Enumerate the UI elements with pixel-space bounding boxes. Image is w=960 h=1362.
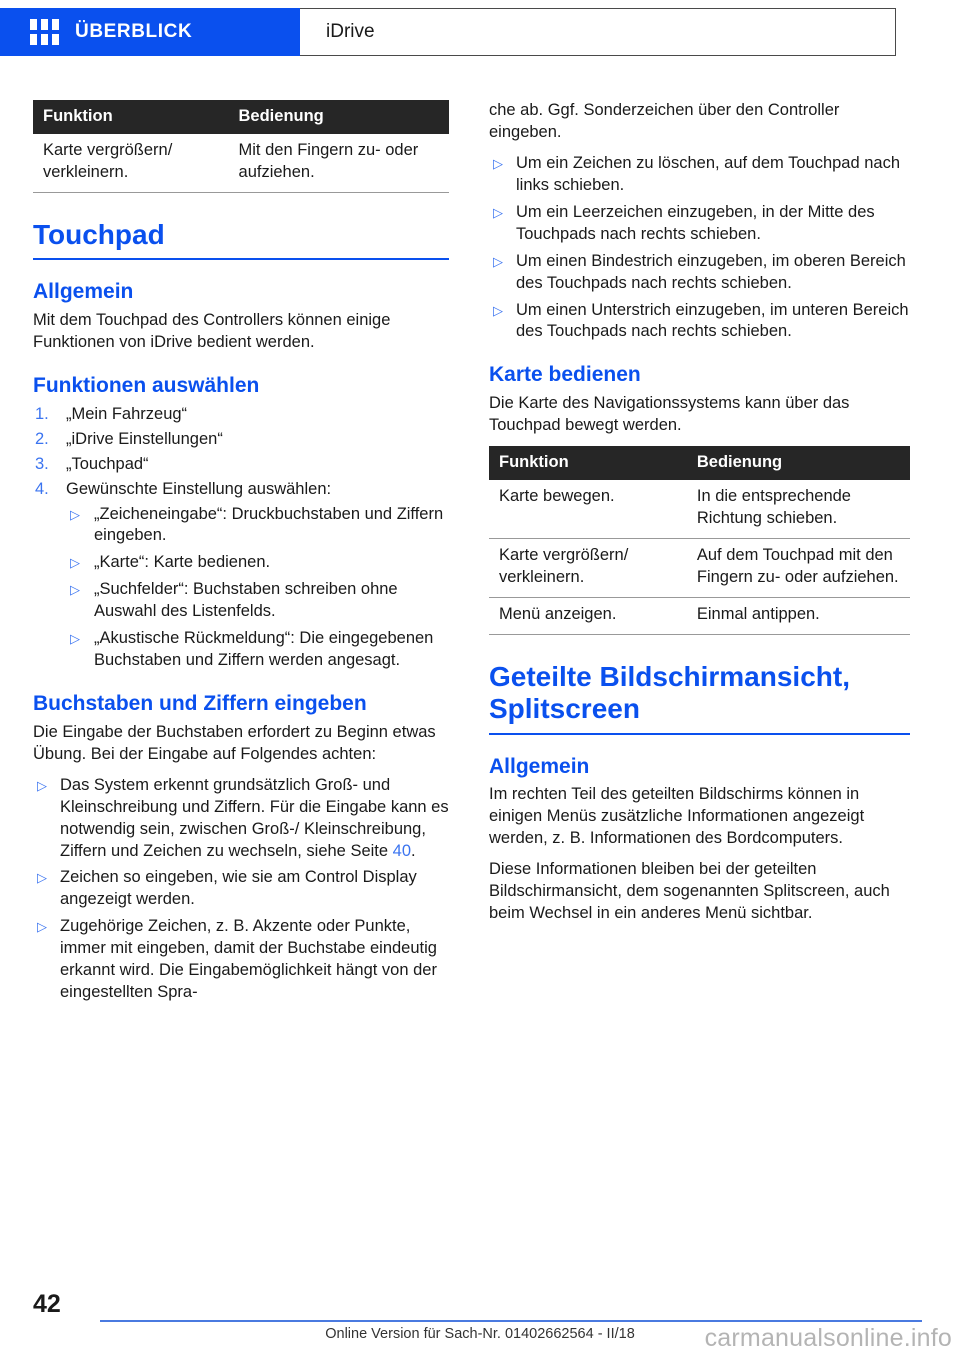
list-item	[33, 867, 449, 911]
triangle-bullet-icon: ▷	[37, 919, 47, 935]
list-item	[66, 628, 449, 672]
step-text: „Touchpad“	[66, 454, 149, 473]
table-header-funktion: Funktion	[33, 100, 229, 134]
buchstaben-bullet-list	[33, 775, 449, 1004]
right-column	[489, 100, 910, 1009]
triangle-bullet-icon: ▷	[70, 506, 80, 522]
page-reference-link[interactable]: 40	[392, 841, 411, 860]
table-cell-bedienung: Einmal antippen.	[687, 597, 910, 634]
bullet-text: Um einen Bindestrich einzugeben, im oberen Bereich des Touchpads nach rechts schieben.	[516, 251, 906, 292]
table-cell-bedienung: Auf dem Touchpad mit den Fingern zu- oder aufziehen.	[687, 538, 910, 597]
steps-list	[33, 404, 449, 501]
section-title-splitscreen: Geteilte Bildschirmansicht, Splitscreen	[489, 661, 910, 735]
bullet-text: Zugehörige Zeichen, z. B. Akzente oder Punkte, immer mit eingeben, damit der Buchstabe eindeutig erkannt wird. Die Eingabemöglichkeit hängt von der eingestellten Spra-	[60, 917, 437, 1002]
watermark: carmanualsonline.info	[704, 1324, 952, 1352]
paragraph-continued: che ab. Ggf. Sonderzeichen über den Controller eingeben.	[489, 101, 840, 141]
footer-divider	[100, 1320, 922, 1322]
paragraph-splitscreen-1: Im rechten Teil des geteilten Bildschirms können in einigen Menüs zusätzliche Informationen angezeigt werden, z. B. Informationen des Bordcomputers.	[489, 785, 865, 848]
section-title-touchpad: Touchpad	[33, 219, 449, 260]
list-item	[489, 202, 910, 246]
triangle-bullet-icon: ▷	[70, 555, 80, 571]
table-header-funktion: Funktion	[489, 446, 687, 480]
list-item	[33, 775, 449, 863]
step-text: Gewünschte Einstellung auswählen:	[66, 479, 332, 498]
paragraph-karte-bedienen: Die Karte des Navigationssystems kann über das Touchpad bewegt werden.	[489, 394, 850, 435]
heading-karte-bedienen: Karte bedienen	[489, 363, 641, 387]
list-item	[489, 300, 910, 344]
bullet-text: Zeichen so eingeben, wie sie am Control Display angezeigt werden.	[60, 868, 417, 909]
karte-functions-table	[489, 446, 910, 635]
triangle-bullet-icon: ▷	[37, 870, 47, 886]
list-item	[33, 429, 449, 451]
table-header-bedienung: Bedienung	[687, 446, 910, 480]
list-item	[66, 579, 449, 623]
list-item	[33, 479, 449, 501]
paragraph-allgemein: Mit dem Touchpad des Controllers können einige Funktionen von iDrive bedient werden.	[33, 311, 391, 352]
paragraph-splitscreen-2: Diese Informationen bleiben bei der geteilten Bildschirmansicht, dem sogenannten Splitscreen, auch beim Wechsel in ein anderes Menü sichtbar.	[489, 860, 890, 923]
triangle-bullet-icon: ▷	[493, 253, 503, 269]
heading-funktionen-auswaehlen: Funktionen auswählen	[33, 373, 260, 397]
step-number: 1.	[35, 404, 49, 423]
list-item	[33, 404, 449, 426]
table-cell-bedienung: In die entsprechende Richtung schieben.	[687, 480, 910, 538]
bullet-text: Um einen Unterstrich einzugeben, im unteren Bereich des Touchpads nach rechts schieben.	[516, 300, 909, 341]
step-text: „iDrive Einstellungen“	[66, 429, 223, 448]
page-footer	[0, 1272, 960, 1362]
heading-allgemein: Allgemein	[33, 280, 134, 304]
step-text: „Mein Fahrzeug“	[66, 404, 188, 423]
paragraph-buchstaben: Die Eingabe der Buchstaben erfordert zu Beginn etwas Übung. Bei der Eingabe auf Folgendes achten:	[33, 722, 436, 763]
table-cell-funktion: Menü anzeigen.	[489, 597, 687, 634]
list-item	[33, 916, 449, 1004]
bullet-text: „Karte“: Karte bedienen.	[94, 553, 271, 572]
table-row	[489, 480, 910, 538]
tab-overview[interactable]	[0, 8, 300, 56]
footer-note: Online Version für Sach-Nr. 01402662564 - II/18	[325, 1326, 635, 1342]
table-cell-bedienung: Mit den Fingern zu- oder aufziehen.	[229, 134, 449, 192]
page-number: 42	[33, 1290, 61, 1318]
table-row	[489, 538, 910, 597]
content-columns	[0, 100, 960, 1009]
page-header	[0, 8, 960, 56]
bullet-text: Um ein Leerzeichen einzugeben, in der Mitte des Touchpads nach rechts schieben.	[516, 202, 875, 243]
touchpad-functions-table	[33, 100, 449, 193]
bullet-text: Um ein Zeichen zu löschen, auf dem Touchpad nach links schieben.	[516, 153, 901, 194]
table-row	[33, 134, 449, 192]
table-cell-funktion: Karte vergrößern/ verkleinern.	[33, 134, 229, 192]
tab-idrive[interactable]	[300, 8, 896, 56]
triangle-bullet-icon: ▷	[493, 155, 503, 171]
table-header-row	[489, 446, 910, 480]
touchpad-gestures-bullet-list	[489, 153, 910, 344]
step-number: 4.	[35, 479, 49, 498]
list-item	[66, 504, 449, 548]
triangle-bullet-icon: ▷	[493, 204, 503, 220]
table-header-row	[33, 100, 449, 134]
list-item	[489, 153, 910, 197]
triangle-bullet-icon: ▷	[493, 302, 503, 318]
heading-splitscreen-allgemein: Allgemein	[489, 754, 590, 778]
list-item	[33, 454, 449, 476]
bullet-text: „Zeicheneingabe“: Druckbuchstaben und Ziffern eingeben.	[94, 504, 444, 545]
step-number: 3.	[35, 454, 49, 473]
bullet-text-tail: .	[411, 841, 416, 860]
table-row	[489, 597, 910, 634]
bullet-text: „Akustische Rückmeldung“: Die eingegebenen Buchstaben und Ziffern werden angesagt.	[94, 629, 434, 670]
left-column	[33, 100, 449, 1009]
triangle-bullet-icon: ▷	[70, 582, 80, 598]
settings-bullet-list	[66, 504, 449, 673]
bullet-text: Das System erkennt grundsätzlich Groß- und Kleinschreibung und Ziffern. Für die Eingabe kann es notwendig sein, zwischen Groß-/ Kleinschreibung, Ziffern und Zeichen zu wechseln, siehe Seite	[60, 775, 449, 860]
step-number: 2.	[35, 429, 49, 448]
list-item	[489, 251, 910, 295]
table-cell-funktion: Karte bewegen.	[489, 480, 687, 538]
heading-buchstaben-und-ziffern: Buchstaben und Ziffern eingeben	[33, 692, 367, 716]
grid-icon	[30, 19, 59, 45]
triangle-bullet-icon: ▷	[37, 777, 47, 793]
list-item	[66, 552, 449, 574]
bullet-text: „Suchfelder“: Buchstaben schreiben ohne Auswahl des Listenfelds.	[94, 580, 398, 621]
table-cell-funktion: Karte vergrößern/ verkleinern.	[489, 538, 687, 597]
tab-overview-label: ÜBERBLICK	[75, 21, 193, 42]
table-header-bedienung: Bedienung	[229, 100, 449, 134]
triangle-bullet-icon: ▷	[70, 631, 80, 647]
tab-idrive-label: iDrive	[326, 21, 375, 42]
